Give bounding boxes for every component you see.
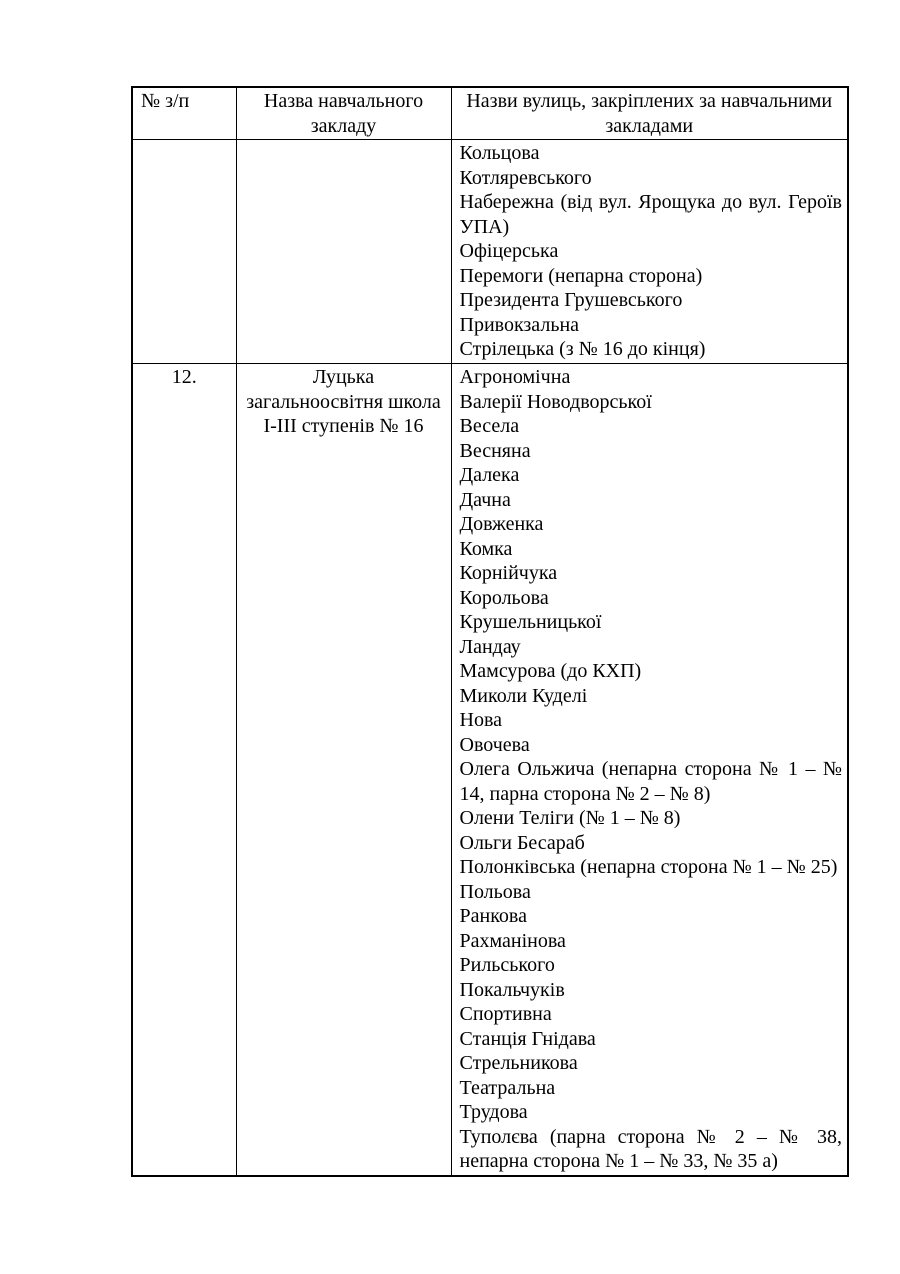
street-item: Ольги Бесараб: [459, 831, 585, 854]
street-item: Президента Грушевського: [459, 289, 683, 311]
street-item: Довженка: [459, 513, 544, 535]
street-item: Полонківська (непарна сторона № 1 – № 25): [459, 856, 838, 878]
street-item: Польова: [459, 880, 531, 903]
school-name-cell: Луцька загальноосвітня школа І-ІІІ ступенів № 16: [236, 364, 451, 1176]
street-item: Комка: [459, 537, 513, 560]
street-item: Крушельницької: [459, 611, 602, 633]
street-item: Миколи Куделі: [459, 684, 588, 707]
street-item: Валерії Новодворської: [459, 390, 652, 413]
street-item: Ранкова: [459, 905, 527, 927]
street-item: Стрельникова: [459, 1052, 578, 1074]
street-item: Корнійчука: [459, 562, 558, 584]
row-number-cell: [132, 140, 236, 364]
street-item: Весела: [459, 415, 520, 437]
table-row-continuation: [132, 140, 848, 364]
street-item: Офіцерська: [459, 240, 559, 262]
street-item: Далека: [459, 464, 520, 486]
streets-list-cell: [451, 140, 848, 364]
street-item: Стрілецька (з № 16 до кінця): [459, 338, 706, 360]
street-item: Олени Теліги (№ 1 – № 8): [459, 807, 681, 829]
street-item: Туполєва (парна сторона № 2 – № 38, непарна сторона № 1 – № 33, № 35 а): [459, 1125, 842, 1172]
street-item: Корольова: [459, 586, 549, 609]
street-item: Ландау: [459, 635, 521, 658]
street-item: Нова: [459, 709, 502, 731]
street-item: Покальчуків: [459, 978, 565, 1001]
street-item: Весняна: [459, 439, 531, 462]
street-item: Привокзальна: [459, 313, 580, 336]
street-item: Станція Гнідава: [459, 1027, 596, 1050]
row-number-cell: 12.: [132, 364, 236, 1176]
column-header-streets: Назви вулиць, закріплених за навчальними закладами: [451, 87, 848, 140]
school-streets-table: [131, 86, 849, 1177]
school-name-cell: [236, 140, 451, 364]
street-item: Трудова: [459, 1101, 528, 1123]
street-item: Рильського: [459, 954, 555, 976]
street-item: Котляревського: [459, 166, 592, 189]
street-item: Перемоги (непарна сторона): [459, 264, 703, 287]
streets-list-cell: [451, 364, 848, 1176]
street-item: Агрономічна: [459, 366, 571, 388]
street-item: Спортивна: [459, 1003, 552, 1025]
street-item: Кольцова: [459, 142, 540, 164]
street-item: Дачна: [459, 488, 511, 511]
street-item: Набережна (від вул. Ярощука до вул. Героїв УПА): [459, 191, 842, 238]
street-item: Театральна: [459, 1076, 556, 1099]
street-item: Мамсурова (до КХП): [459, 660, 642, 682]
column-header-number: № з/п: [132, 87, 236, 140]
table-row-12: [132, 364, 848, 1176]
street-item: Олега Ольжича (непарна сторона № 1 – № 14, парна сторона № 2 – № 8): [459, 758, 842, 805]
table-header-row: [132, 87, 848, 140]
street-item: Рахманінова: [459, 929, 566, 952]
street-item: Овочева: [459, 733, 530, 756]
column-header-school-name: Назва навчального закладу: [236, 87, 451, 140]
